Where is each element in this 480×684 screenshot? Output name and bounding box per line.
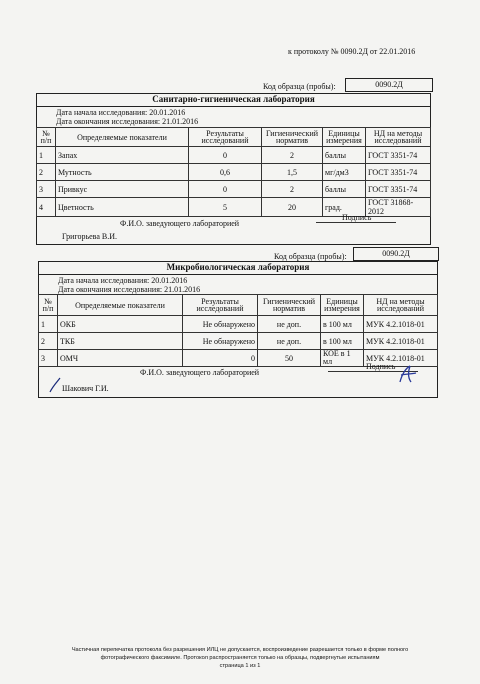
row-num: 3 xyxy=(37,181,56,198)
row-method: МУК 4.2.1018-01 xyxy=(364,350,438,367)
row-norm: 20 xyxy=(262,198,323,217)
sanitary-start-date: Дата начала исследования: 20.01.2016 xyxy=(56,108,186,117)
row-units: в 100 мл xyxy=(321,333,364,350)
row-indicator: Запах xyxy=(56,147,189,164)
row-units: град. xyxy=(323,198,366,217)
col-units: Единицы измерения xyxy=(321,295,364,316)
row-num: 2 xyxy=(37,164,56,181)
row-indicator: Мутность xyxy=(56,164,189,181)
divider xyxy=(36,106,431,107)
col-indicator: Определяемые показатели xyxy=(58,295,183,316)
row-norm: 1,5 xyxy=(262,164,323,181)
row-indicator: ОМЧ xyxy=(58,350,183,367)
col-indicator: Определяемые показатели xyxy=(56,128,189,147)
row-norm: не доп. xyxy=(258,316,321,333)
head-name: Григорьева В.И. xyxy=(62,232,118,241)
sample-code-value: 0090.2Д xyxy=(345,78,433,92)
table-row xyxy=(39,316,438,333)
row-result: 0 xyxy=(189,147,262,164)
sanitary-lab-title: Санитарно-гигиеническая лаборатория xyxy=(152,94,315,104)
row-num: 2 xyxy=(39,333,58,350)
table-row xyxy=(37,181,431,198)
row-indicator: Цветность xyxy=(56,198,189,217)
signature-line xyxy=(316,222,396,223)
sanitary-results-table xyxy=(36,127,431,217)
row-num: 1 xyxy=(37,147,56,164)
sanitary-end-date: Дата окончания исследования: 21.01.2016 xyxy=(56,117,199,126)
table-row xyxy=(37,198,431,217)
row-method: МУК 4.2.1018-01 xyxy=(364,333,438,350)
row-indicator: Привкус xyxy=(56,181,189,198)
row-method: МУК 4.2.1018-01 xyxy=(364,316,438,333)
signature-label: Подпись xyxy=(342,213,372,222)
row-num: 1 xyxy=(39,316,58,333)
col-results: Результаты исследований xyxy=(189,128,262,147)
row-num: 4 xyxy=(37,198,56,217)
row-units: баллы xyxy=(323,147,366,164)
table-row xyxy=(37,164,431,181)
col-num: № п/п xyxy=(37,128,56,147)
row-result: Не обнаружено xyxy=(183,333,258,350)
table-header-row xyxy=(37,128,431,147)
row-norm: 50 xyxy=(258,350,321,367)
divider xyxy=(38,274,438,275)
protocol-reference: к протоколу № 0090.2Д от 22.01.2016 xyxy=(288,47,416,56)
handwritten-signature xyxy=(396,362,420,386)
col-norm: Гигиенический норматив xyxy=(262,128,323,147)
head-label: Ф.И.О. заведующего лабораторией xyxy=(120,219,240,228)
row-units: баллы xyxy=(323,181,366,198)
row-method: ГОСТ 3351-74 xyxy=(366,147,431,164)
micro-start-date: Дата начала исследования: 20.01.2016 xyxy=(58,276,188,285)
micro-end-date: Дата окончания исследования: 21.01.2016 xyxy=(58,285,201,294)
page-number: страница 1 из 1 xyxy=(219,663,261,669)
footer-note-line2: фотографического факсимиле. Протокол распространяется только на образцы, подвергнутые испытаниям xyxy=(100,655,380,661)
row-norm: 2 xyxy=(262,181,323,198)
footer-note-line1: Частичная перепечатка протокола без разрешения ИЛЦ не допускается, воспроизведение разрешается только в форме полного xyxy=(71,647,409,653)
row-result: 0 xyxy=(189,181,262,198)
sample-code-value: 0090.2Д xyxy=(353,247,439,261)
table-row xyxy=(39,333,438,350)
row-method: ГОСТ 3351-74 xyxy=(366,164,431,181)
col-method: НД на методы исследований xyxy=(364,295,438,316)
row-units: КОЕ в 1 мл xyxy=(321,350,364,367)
row-result: Не обнаружено xyxy=(183,316,258,333)
col-method: НД на методы исследований xyxy=(366,128,431,147)
table-row xyxy=(37,147,431,164)
row-indicator: ТКБ xyxy=(58,333,183,350)
table-header-row xyxy=(39,295,438,316)
signature-label: Подпись xyxy=(366,362,396,371)
col-norm: Гигиенический норматив xyxy=(258,295,321,316)
col-num: № п/п xyxy=(39,295,58,316)
sample-code-label: Код образца (пробы): xyxy=(274,252,347,261)
row-indicator: ОКБ xyxy=(58,316,183,333)
row-method: ГОСТ 31868-2012 xyxy=(366,198,431,217)
row-norm: не доп. xyxy=(258,333,321,350)
col-units: Единицы измерения xyxy=(323,128,366,147)
head-label: Ф.И.О. заведующего лабораторией xyxy=(140,368,260,377)
micro-results-table xyxy=(38,294,438,367)
row-result: 0,6 xyxy=(189,164,262,181)
micro-lab-title: Микробиологическая лаборатория xyxy=(166,262,310,272)
row-units: в 100 мл xyxy=(321,316,364,333)
sample-code-label: Код образца (пробы): xyxy=(263,82,336,91)
row-method: ГОСТ 3351-74 xyxy=(366,181,431,198)
col-results: Результаты исследований xyxy=(183,295,258,316)
head-name: Шакович Г.И. xyxy=(62,384,109,393)
handwritten-signature xyxy=(48,376,64,394)
row-num: 3 xyxy=(39,350,58,367)
row-result: 0 xyxy=(183,350,258,367)
row-norm: 2 xyxy=(262,147,323,164)
row-units: мг/дм3 xyxy=(323,164,366,181)
row-result: 5 xyxy=(189,198,262,217)
